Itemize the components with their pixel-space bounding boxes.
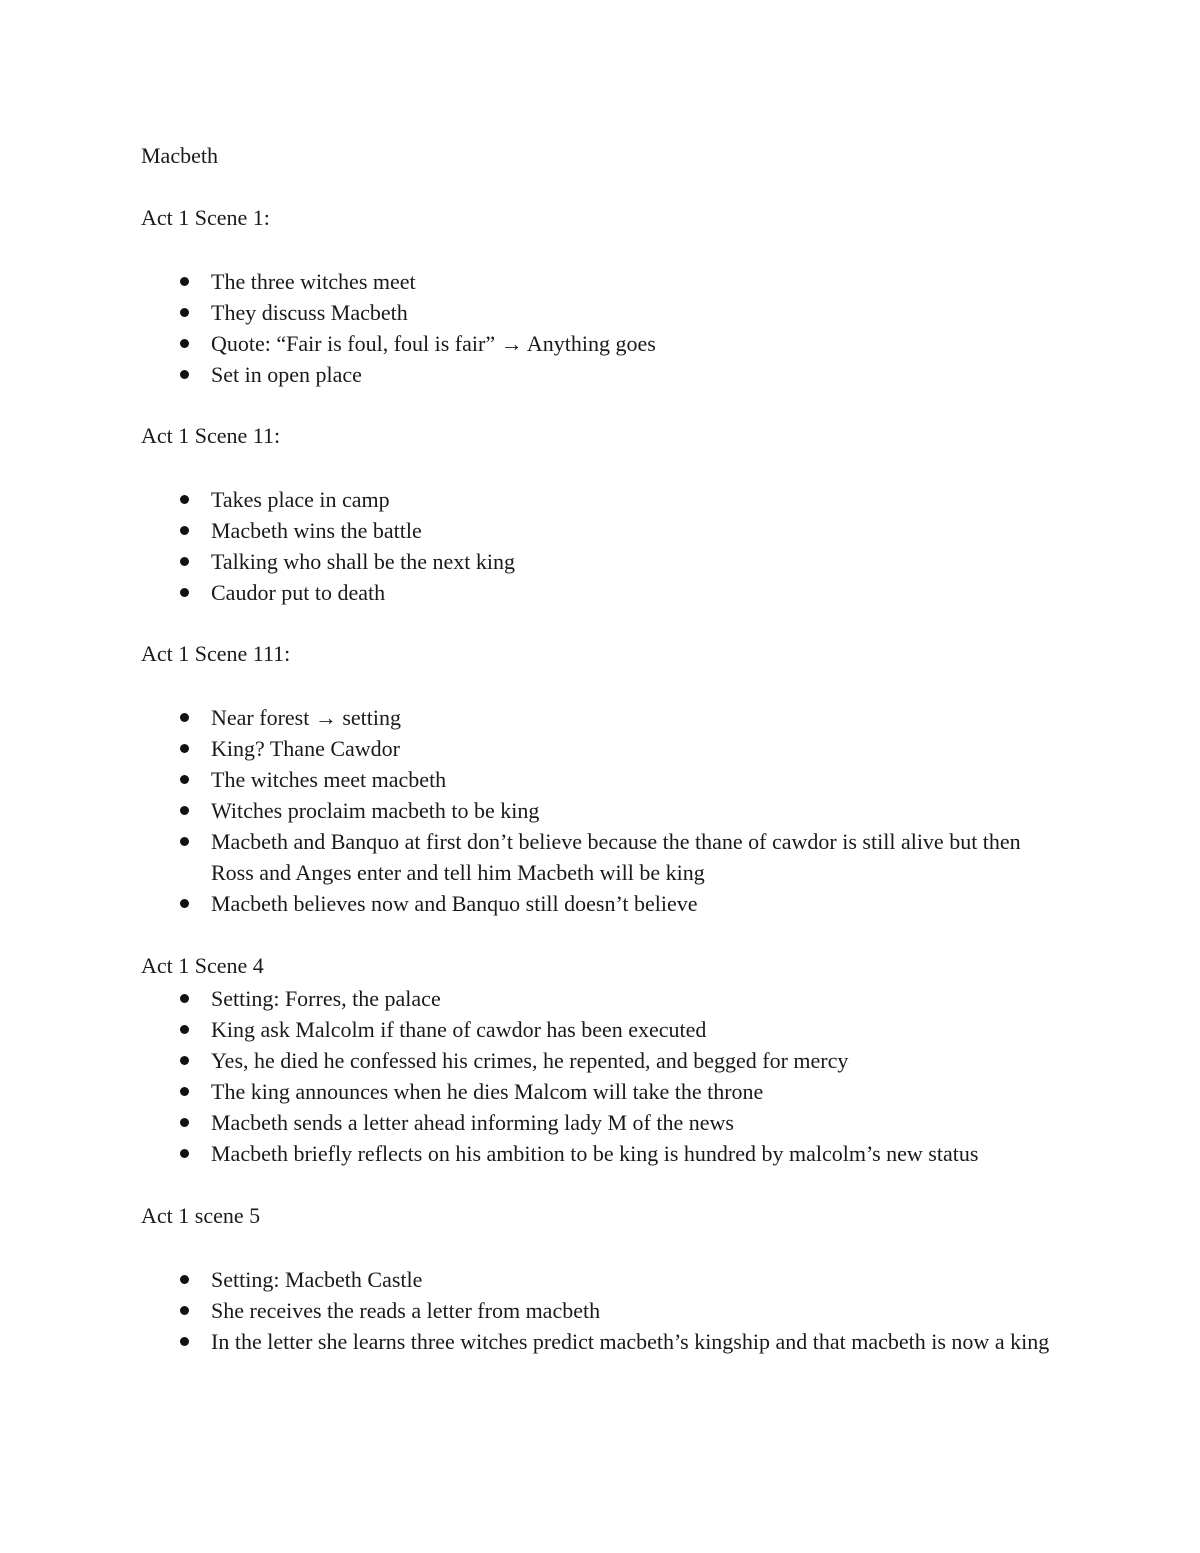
list-item [141,733,1061,764]
bullet-icon [180,495,189,504]
bullet-icon [180,1306,189,1315]
bullet-icon [180,775,189,784]
bullet-icon [180,1056,189,1065]
list-item-text: Macbeth briefly reflects on his ambition to be king is hundred by malcolm’s new status [211,1141,979,1166]
bullet-icon [180,1337,189,1346]
bullet-icon [180,994,189,1003]
bullet-icon [180,837,189,846]
list-item [141,1107,1061,1138]
list-item-text: Macbeth believes now and Banquo still doesn’t believe [211,891,698,916]
list-item [141,795,1061,826]
list-item-text: The witches meet macbeth [211,767,447,792]
bullet-list [141,983,1061,1169]
bullet-list [141,702,1061,919]
list-item [141,359,1061,390]
list-item [141,1014,1061,1045]
bullet-list [141,484,1061,608]
list-item [141,515,1061,546]
list-item-text: The king announces when he dies Malcom will take the throne [211,1079,764,1104]
list-item [141,1076,1061,1107]
document-title: Macbeth [141,143,218,168]
list-item-text: King? Thane Cawdor [211,736,400,761]
list-item [141,266,1061,297]
list-item [141,1295,1061,1326]
section-heading: Act 1 Scene 1: [141,205,270,230]
list-item-text: Talking who shall be the next king [211,549,515,574]
list-item-text: They discuss Macbeth [211,300,408,325]
section-act1-scene1 [141,204,1061,390]
list-item-text: Setting: Forres, the palace [211,986,441,1011]
bullet-list [141,1264,1061,1357]
bullet-icon [180,744,189,753]
list-item [141,826,1061,888]
bullet-icon [180,1087,189,1096]
list-item-text: Near forest → setting [211,705,401,730]
bullet-icon [180,526,189,535]
section-act1-scene2 [141,422,1061,608]
list-item [141,484,1061,515]
bullet-icon [180,806,189,815]
list-item [141,702,1061,733]
section-heading: Act 1 scene 5 [141,1203,261,1228]
list-item-text: Yes, he died he confessed his crimes, he repented, and begged for mercy [211,1048,849,1073]
bullet-icon [180,277,189,286]
list-item [141,1326,1061,1357]
list-item-text: Setting: Macbeth Castle [211,1267,423,1292]
section-act1-scene4 [141,952,1061,1169]
list-item [141,546,1061,577]
list-item-text: Takes place in camp [211,487,390,512]
bullet-icon [180,557,189,566]
bullet-icon [180,339,189,348]
bullet-icon [180,370,189,379]
list-item [141,1264,1061,1295]
list-item [141,764,1061,795]
list-item-text: The three witches meet [211,269,416,294]
list-item-text: Caudor put to death [211,580,386,605]
list-item-text: Witches proclaim macbeth to be king [211,798,540,823]
list-item [141,983,1061,1014]
bullet-icon [180,1149,189,1158]
section-heading: Act 1 Scene 111: [141,641,291,666]
list-item-text: Quote: “Fair is foul, foul is fair” → Anything goes [211,331,656,356]
list-item-text: King ask Malcolm if thane of cawdor has been executed [211,1017,707,1042]
list-item [141,328,1061,359]
section-heading: Act 1 Scene 11: [141,423,281,448]
list-item [141,577,1061,608]
bullet-icon [180,1025,189,1034]
bullet-icon [180,588,189,597]
list-item [141,1045,1061,1076]
list-item-text: She receives the reads a letter from macbeth [211,1298,601,1323]
list-item-text: Macbeth sends a letter ahead informing lady M of the news [211,1110,734,1135]
section-act1-scene5 [141,1202,1061,1357]
list-item-text: Macbeth and Banquo at first don’t believe because the thane of cawdor is still alive but then Ross and Anges enter and tell him Macbeth will be king [211,829,1021,885]
bullet-icon [180,713,189,722]
bullet-icon [180,899,189,908]
section-heading: Act 1 Scene 4 [141,953,264,978]
bullet-icon [180,1275,189,1284]
list-item [141,888,1061,919]
list-item-text: Set in open place [211,362,362,387]
list-item-text: In the letter she learns three witches predict macbeth’s kingship and that macbeth is now a king [211,1329,1050,1354]
bullet-list [141,266,1061,390]
bullet-icon [180,308,189,317]
section-act1-scene3 [141,640,1061,919]
list-item-text: Macbeth wins the battle [211,518,422,543]
list-item [141,297,1061,328]
list-item [141,1138,1061,1169]
bullet-icon [180,1118,189,1127]
